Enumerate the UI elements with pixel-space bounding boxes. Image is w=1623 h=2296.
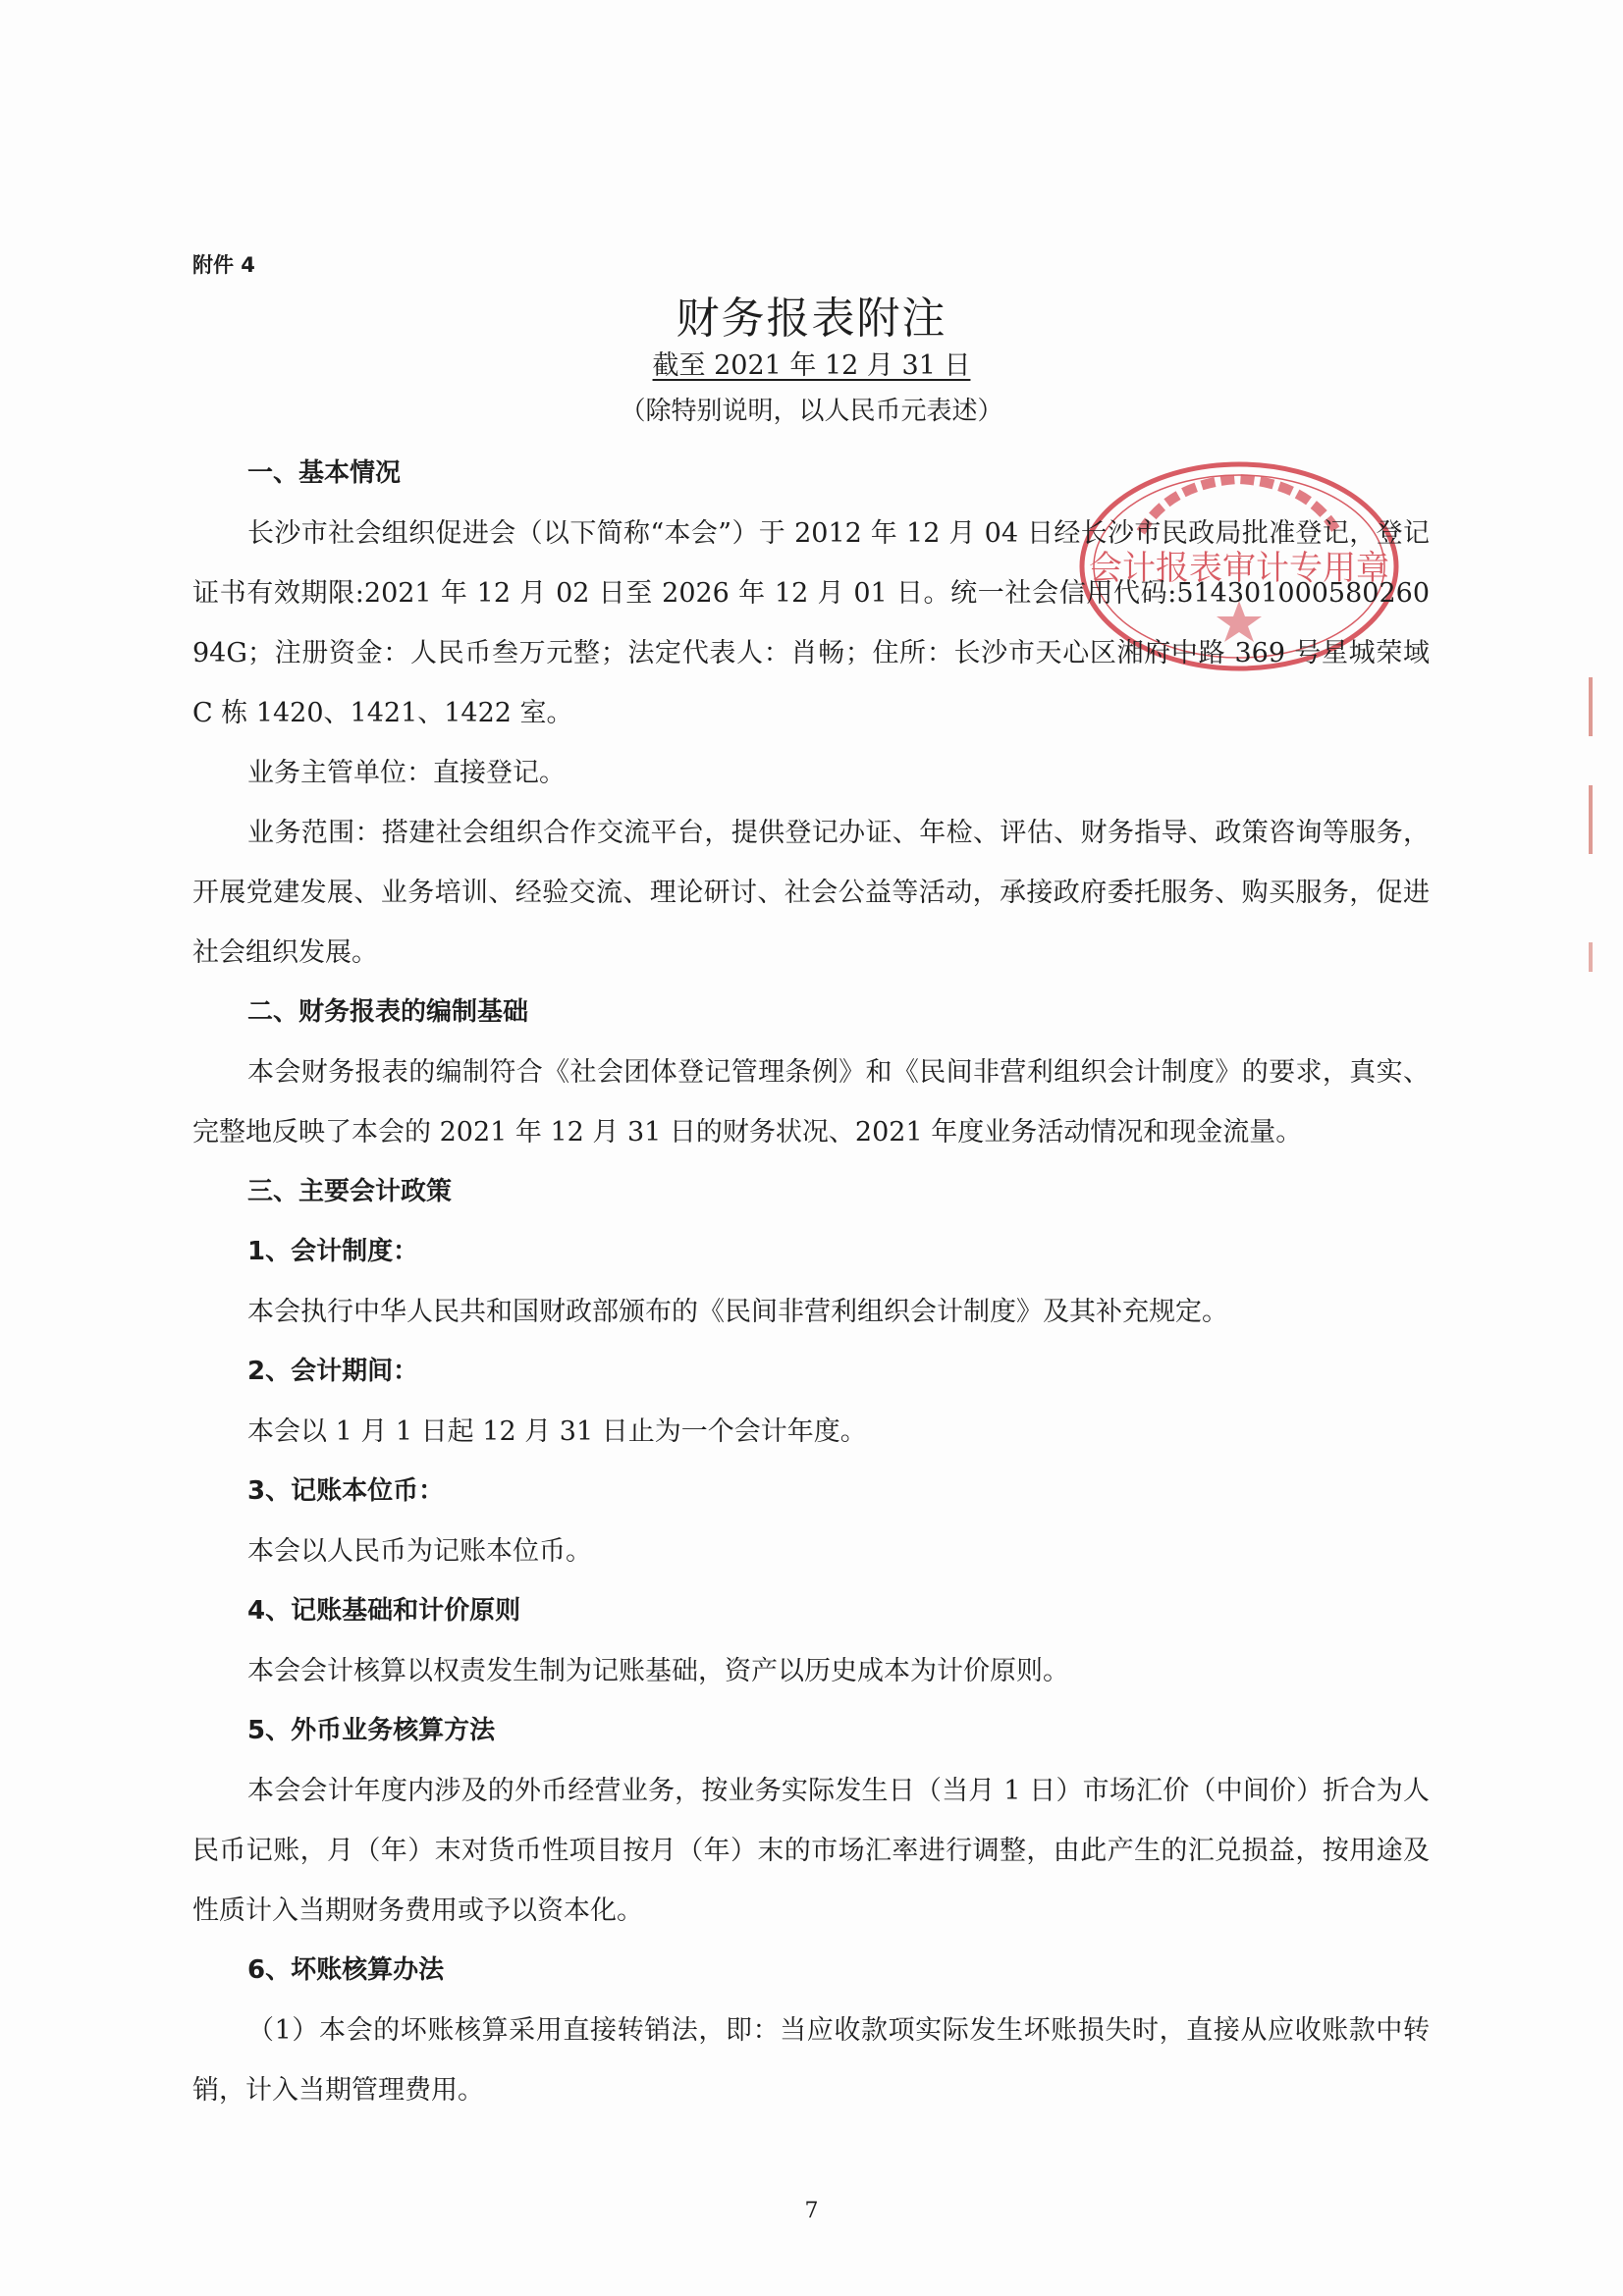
document-title: 财务报表附注 bbox=[676, 294, 947, 344]
subheading-foreign-currency: 5、外币业务核算方法 bbox=[247, 1716, 496, 1745]
date-line bbox=[0, 344, 1623, 382]
subheading-currency: 3、记账本位币： bbox=[247, 1476, 445, 1506]
subheading-bad-debt: 6、坏账核算办法 bbox=[247, 1955, 445, 1985]
paragraph-business-scope: 业务范围：搭建社会组织合作交流平台，提供登记办证、年检、评估、财务指导、政策咨询等服务，开展党建发展、业务培训、经验交流、理论研讨、社会公益等活动，承接政府委托服务、购买服务，促进社会组织发展。 bbox=[192, 818, 1430, 968]
binding-mark-1 bbox=[1589, 677, 1593, 736]
binding-mark-3 bbox=[1589, 942, 1593, 972]
subheading-accounting-system: 1、会计制度： bbox=[247, 1237, 419, 1266]
paragraph-registration: 长沙市社会组织促进会（以下简称“本会”）于 2012 年 12 月 04 日经长沙市民政局批准登记，登记证书有效期限:2021 年 12 月 02 日至 2026 年 12 月 01 日。统一社会信用代码:514301000580260​94G；注册资金：人民币叁万元整；法定代表人：肖畅；住所：长沙市天心区湘府中路 369 号星城荣域 C 栋 1420、1421、1422 室。 bbox=[192, 518, 1430, 728]
section-heading-basic-info: 一、基本情况 bbox=[247, 458, 402, 488]
paragraph-accounting-period: 本会以 1 月 1 日起 12 月 31 日止为一个会计年度。 bbox=[247, 1416, 867, 1447]
attachment-label: 附件 4 bbox=[192, 253, 255, 277]
subheading-accounting-period: 2、会计期间： bbox=[247, 1357, 419, 1386]
seal-text: 会计报表审计专用章 bbox=[1089, 549, 1389, 588]
paragraph-basis: 本会财务报表的编制符合《社会团体登记管理条例》和《民间非营利组织会计制度》的要求，真实、完整地反映了本会的 2021 年 12 月 31 日的财务状况、2021 年度业务活动情况和现金流量。 bbox=[192, 1057, 1430, 1148]
page-number: 7 bbox=[804, 2199, 819, 2223]
date-line-text: 截至 2021 年 12 月 31 日 bbox=[652, 350, 971, 381]
paragraph-currency: 本会以人民币为记账本位币。 bbox=[247, 1536, 592, 1567]
section-heading-policies: 三、主要会计政策 bbox=[247, 1177, 453, 1206]
paragraph-supervisor: 业务主管单位：直接登记。 bbox=[247, 758, 566, 788]
section-heading-basis: 二、财务报表的编制基础 bbox=[247, 997, 529, 1027]
binding-mark-2 bbox=[1589, 785, 1593, 854]
document-body bbox=[192, 444, 1430, 2120]
paragraph-accounting-system: 本会执行中华人民共和国财政部颁布的《民间非营利组织会计制度》及其补充规定。 bbox=[247, 1297, 1228, 1327]
paragraph-bad-debt: （1）本会的坏账核算采用直接转销法，即：当应收款项实际发生坏账损失时，直接从应收账款中转销，计入当期管理费用。 bbox=[192, 2015, 1430, 2106]
currency-note: （除特别说明，以人民币元表述） bbox=[620, 397, 1003, 426]
paragraph-accounting-basis: 本会会计核算以权责发生制为记账基础，资产以历史成本为计价原则。 bbox=[247, 1656, 1069, 1686]
subheading-accounting-basis: 4、记账基础和计价原则 bbox=[247, 1596, 521, 1626]
paragraph-foreign-currency: 本会会计年度内涉及的外币经营业务，按业务实际发生日（当月 1 日）市场汇价（中间价）折合为人民币记账，月（年）末对货币性项目按月（年）末的市场汇率进行调整，由此产生的汇兑损益，按用途及性质计入当期财务费用或予以资本化。 bbox=[192, 1776, 1430, 1926]
